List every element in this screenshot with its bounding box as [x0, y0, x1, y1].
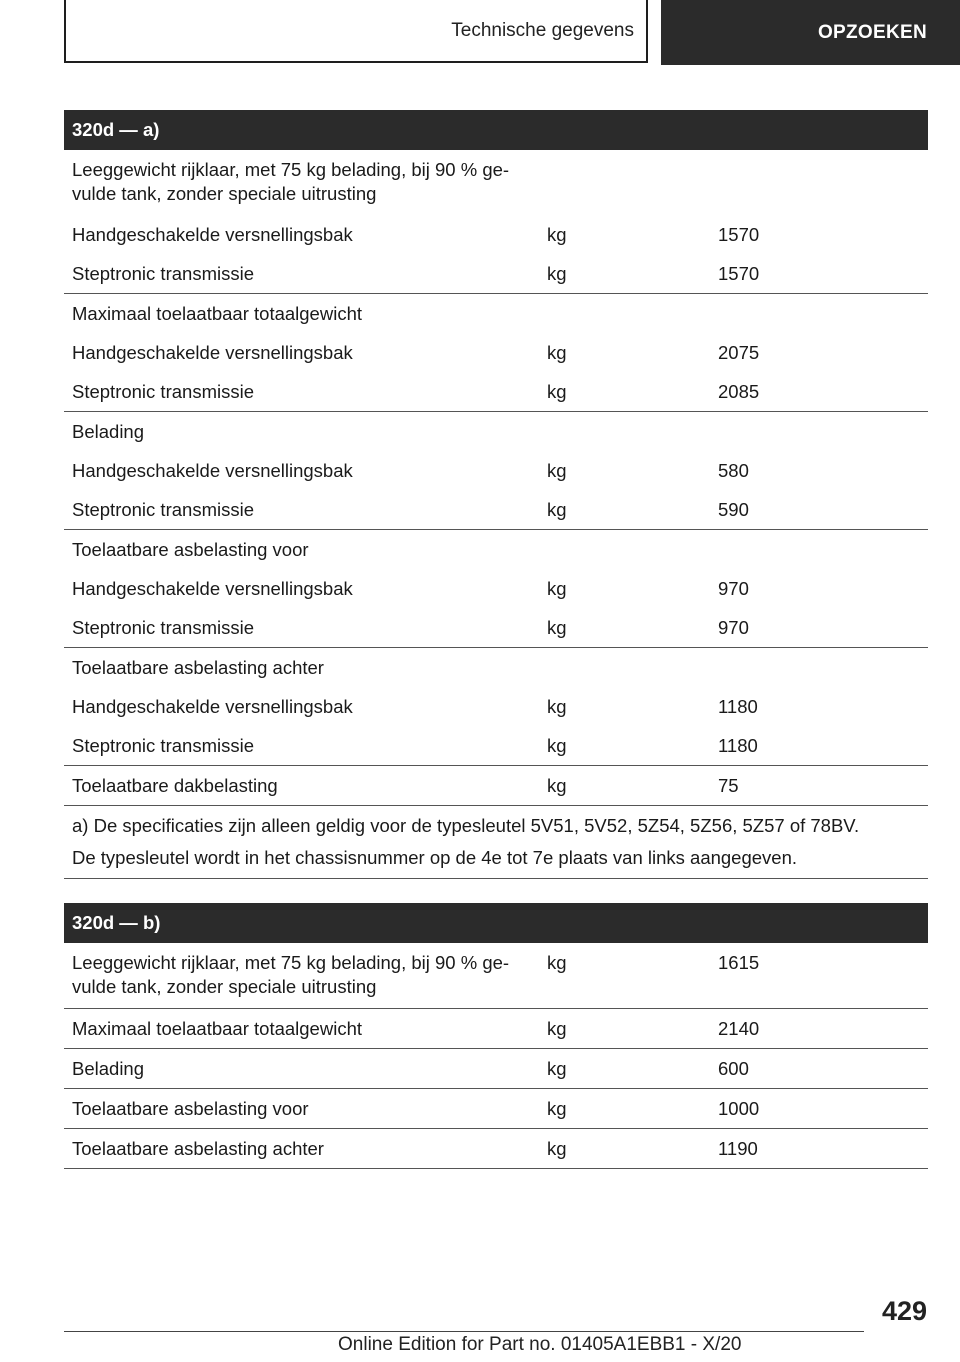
row-value: 970 — [710, 608, 928, 648]
spec-table-b — [64, 903, 928, 1169]
row-unit: kg — [547, 224, 567, 245]
table-row — [64, 943, 928, 1009]
lookup-tab[interactable] — [661, 0, 960, 65]
table-b-title: 320d — b) — [64, 903, 928, 943]
row-unit: kg — [539, 1049, 710, 1089]
table-row — [64, 412, 928, 452]
table-row — [64, 451, 928, 490]
row-label: Toelaatbare asbelasting achter — [64, 1129, 539, 1169]
table-note-row — [64, 838, 928, 879]
row-unit: kg — [547, 342, 567, 363]
row-unit: kg — [539, 1129, 710, 1169]
table-row — [64, 726, 928, 766]
row-value: 1570 — [718, 224, 760, 245]
row-value: 1180 — [710, 726, 928, 766]
row-group-label: Toelaatbare asbelasting achter — [72, 657, 324, 678]
footer-divider — [64, 1331, 864, 1332]
row-value: 1180 — [718, 696, 758, 717]
row-unit: kg — [547, 460, 567, 481]
table-row — [64, 687, 928, 726]
table-row — [64, 254, 928, 294]
table-note-row — [64, 806, 928, 839]
row-label: Handgeschakelde versnellingsbak — [72, 696, 353, 717]
row-unit: kg — [539, 608, 710, 648]
footnote-typekey: De typesleutel wordt in het chassisnummer op de 4e tot 7e plaats van links aangegeven. — [64, 838, 928, 879]
row-label: Steptronic transmissie — [64, 726, 539, 766]
table-row — [64, 648, 928, 688]
table-row — [64, 150, 928, 215]
table-row — [64, 490, 928, 530]
row-value: 2085 — [710, 372, 928, 412]
row-value: 970 — [718, 578, 749, 599]
table-row — [64, 1009, 928, 1049]
row-group-label: Toelaatbare asbelasting voor — [72, 539, 309, 560]
row-label: Steptronic transmissie — [64, 490, 539, 530]
row-label: Steptronic transmissie — [64, 372, 539, 412]
table-row — [64, 294, 928, 334]
row-label: Toelaatbare asbelasting voor — [64, 1089, 539, 1129]
row-unit: kg — [539, 726, 710, 766]
table-row — [64, 333, 928, 372]
page-number: 429 — [881, 1296, 927, 1326]
row-unit: kg — [539, 254, 710, 294]
row-group-label: Maximaal toelaatbaar totaalgewicht — [72, 303, 362, 324]
table-row — [64, 1049, 928, 1089]
row-value: 1000 — [710, 1089, 928, 1129]
row-value: 580 — [718, 460, 749, 481]
row-unit: kg — [539, 372, 710, 412]
table-row — [64, 372, 928, 412]
row-label: Handgeschakelde versnellingsbak — [72, 578, 353, 599]
row-unit: kg — [539, 943, 710, 1009]
table-row — [64, 766, 928, 806]
row-unit: kg — [539, 766, 710, 806]
row-value: 2075 — [718, 342, 760, 363]
footnote-a: a) De specificaties zijn alleen geldig voor de typesleutel 5V51, 5V52, 5Z54, 5Z56, 5Z57 of 78BV. — [72, 815, 860, 836]
row-value: 1615 — [710, 943, 928, 1009]
row-group-label: Belading — [72, 421, 145, 442]
table-a-title: 320d — a) — [64, 110, 928, 150]
row-label: Leeggewicht rijklaar, met 75 kg belading, bij 90 % ge- vulde tank, zonder speciale uitrusting — [64, 943, 539, 1009]
row-value: 1190 — [710, 1129, 928, 1169]
section-title-tab — [64, 0, 648, 63]
table-row — [64, 1129, 928, 1169]
table-row — [64, 215, 928, 254]
row-unit: kg — [547, 696, 567, 717]
table-row — [64, 1089, 928, 1129]
row-unit: kg — [539, 1089, 710, 1129]
row-unit: kg — [539, 490, 710, 530]
row-value: 600 — [710, 1049, 928, 1089]
row-label: Steptronic transmissie — [64, 254, 539, 294]
section-title: Technische gegevens — [451, 19, 634, 41]
row-label: Handgeschakelde versnellingsbak — [72, 342, 353, 363]
row-label: Steptronic transmissie — [64, 608, 539, 648]
row-unit: kg — [539, 1009, 710, 1049]
lookup-tab-label: OPZOEKEN — [817, 21, 927, 43]
row-unit: kg — [547, 578, 567, 599]
row-label: Belading — [64, 1049, 539, 1089]
edition-info: Online Edition for Part no. 01405A1EBB1 - X/20 — [338, 1334, 742, 1355]
table-row — [64, 569, 928, 608]
row-value: 1570 — [710, 254, 928, 294]
table-row — [64, 530, 928, 570]
row-label: Handgeschakelde versnellingsbak — [72, 460, 353, 481]
row-label: Maximaal toelaatbaar totaalgewicht — [64, 1009, 539, 1049]
row-label: Handgeschakelde versnellingsbak — [72, 224, 353, 245]
spec-table-a — [64, 110, 928, 879]
row-value: 75 — [710, 766, 928, 806]
row-label: Leeggewicht rijklaar, met 75 kg belading, bij 90 % ge- vulde tank, zonder speciale uitrusting — [72, 159, 510, 204]
row-value: 2140 — [710, 1009, 928, 1049]
row-value: 590 — [710, 490, 928, 530]
row-label: Toelaatbare dakbelasting — [64, 766, 539, 806]
table-row — [64, 608, 928, 648]
